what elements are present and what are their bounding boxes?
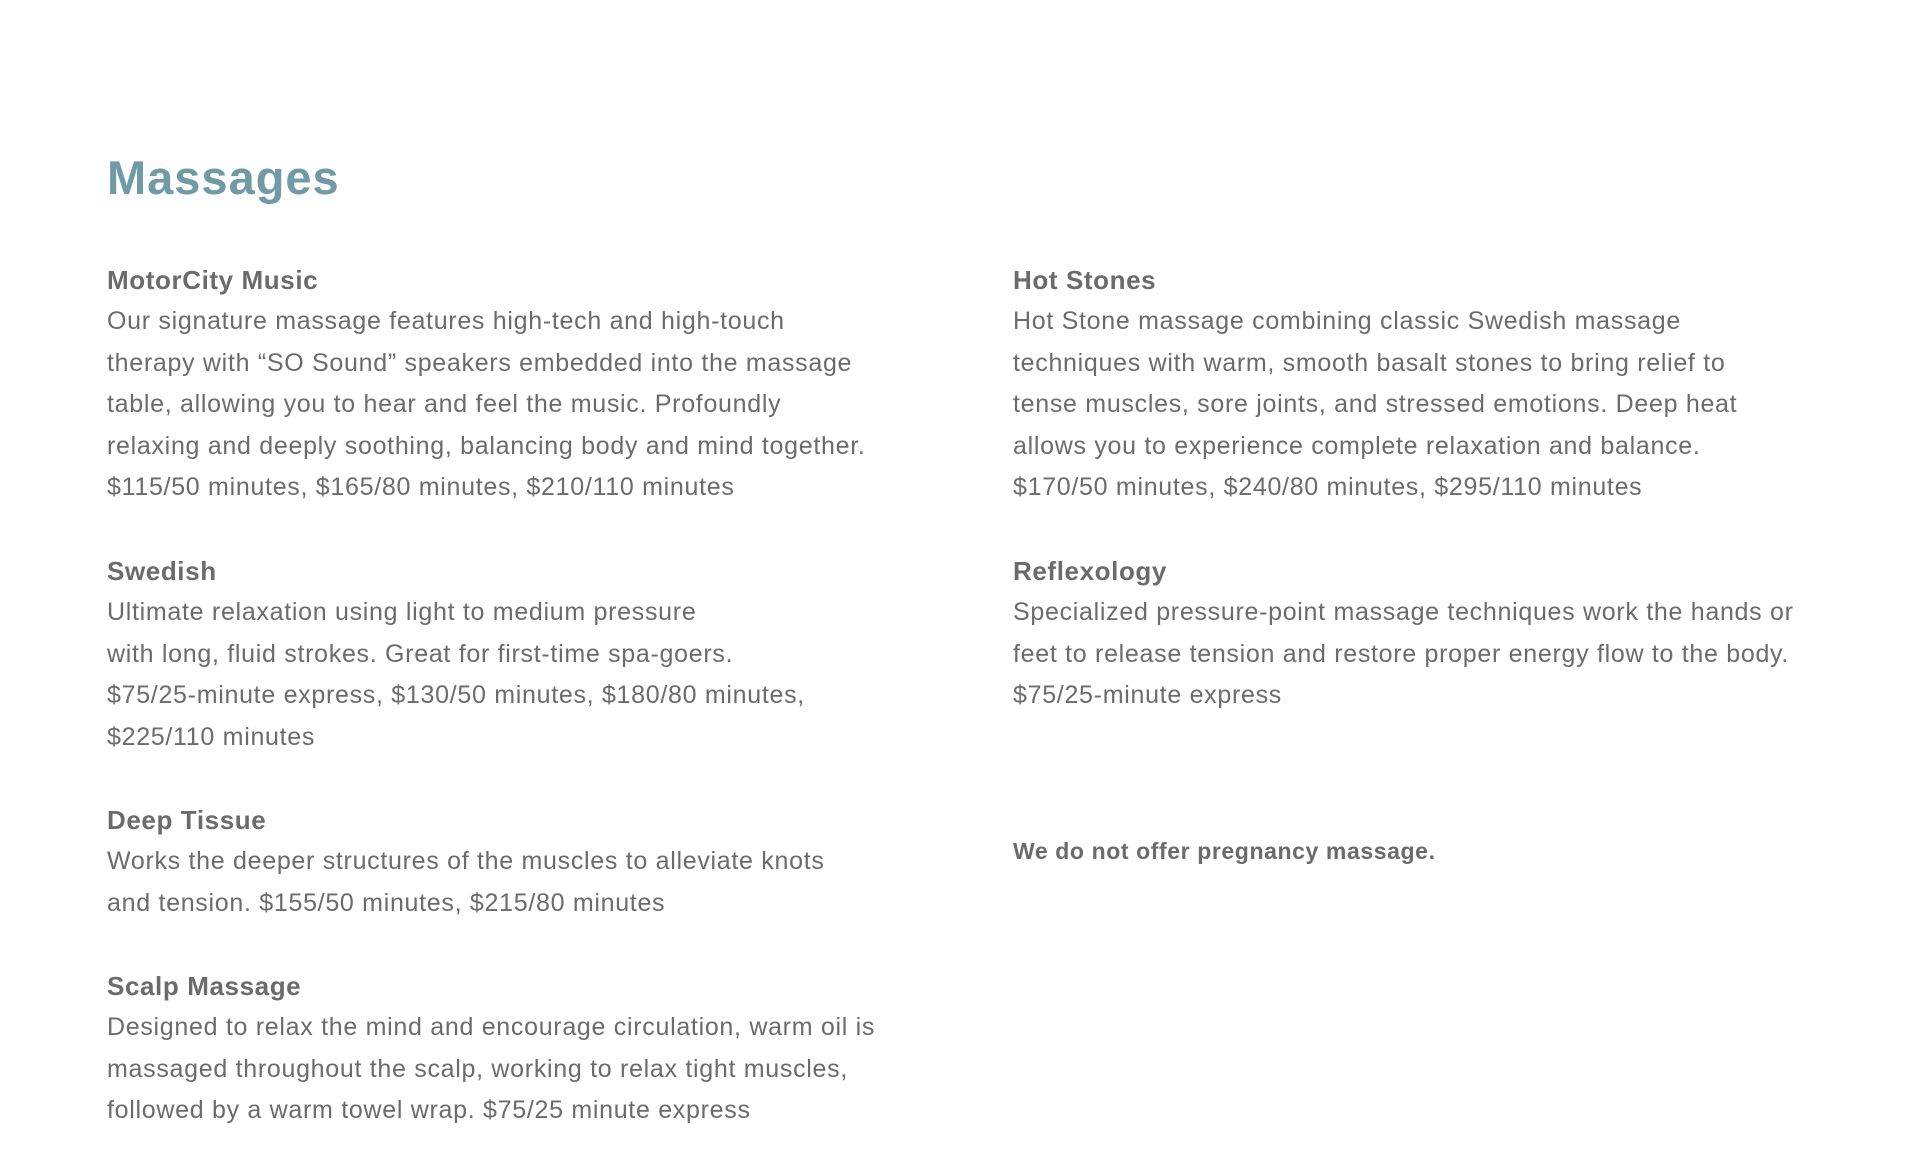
service-motorcity-music: [107, 259, 937, 509]
description-line: $75/25-minute express: [1013, 681, 1283, 710]
description-line: Specialized pressure-point massage techniques work the hands or: [1013, 598, 1794, 626]
service-name: MotorCity Music: [107, 265, 319, 295]
service-name: Hot Stones: [1013, 265, 1157, 295]
service-description: [107, 592, 937, 758]
description-line: Hot Stone massage combining classic Swedish massage: [1013, 307, 1681, 335]
service-name: Reflexology: [1013, 556, 1167, 586]
description-line: tense muscles, sore joints, and stressed emotions. Deep heat: [1013, 390, 1738, 419]
description-line: $225/110 minutes: [107, 722, 316, 751]
service-hot-stones: [1013, 259, 1833, 509]
description-line: relaxing and deeply soothing, balancing body and mind together.: [107, 431, 866, 460]
service-description: [107, 1007, 937, 1132]
page-title: Massages: [107, 151, 340, 204]
service-name: Scalp Massage: [107, 971, 302, 1001]
description-line: techniques with warm, smooth basalt stones to bring relief to: [1013, 348, 1726, 377]
description-line: allows you to experience complete relaxation and balance.: [1013, 431, 1701, 460]
description-line: massaged throughout the scalp, working to relax tight muscles,: [107, 1054, 848, 1083]
description-line: $170/50 minutes, $240/80 minutes, $295/110 minutes: [1013, 473, 1643, 502]
description-line: table, allowing you to hear and feel the music. Profoundly: [107, 390, 782, 419]
service-swedish: [107, 550, 937, 758]
description-line: followed by a warm towel wrap. $75/25 minute express: [107, 1096, 751, 1125]
service-reflexology: [1013, 550, 1833, 717]
service-description: [107, 841, 937, 924]
description-line: Works the deeper structures of the muscles to alleviate knots: [107, 847, 825, 875]
description-line: with long, fluid strokes. Great for first-time spa-goers.: [107, 639, 734, 668]
pregnancy-massage-note: We do not offer pregnancy massage.: [1013, 838, 1436, 864]
service-description: [107, 301, 937, 509]
description-line: and tension. $155/50 minutes, $215/80 minutes: [107, 888, 666, 917]
description-line: $75/25-minute express, $130/50 minutes, $180/80 minutes,: [107, 681, 805, 710]
description-line: Ultimate relaxation using light to medium pressure: [107, 598, 697, 626]
description-line: feet to release tension and restore proper energy flow to the body.: [1013, 639, 1790, 668]
service-description: [1013, 301, 1833, 509]
service-name: Deep Tissue: [107, 805, 267, 835]
description-line: therapy with “SO Sound” speakers embedded into the massage: [107, 348, 853, 377]
service-description: [1013, 592, 1833, 717]
description-line: Our signature massage features high-tech and high-touch: [107, 307, 785, 335]
service-deep-tissue: [107, 799, 937, 924]
description-line: Designed to relax the mind and encourage circulation, warm oil is: [107, 1013, 876, 1041]
description-line: $115/50 minutes, $165/80 minutes, $210/110 minutes: [107, 473, 735, 502]
service-name: Swedish: [107, 556, 217, 586]
service-scalp-massage: [107, 965, 937, 1132]
